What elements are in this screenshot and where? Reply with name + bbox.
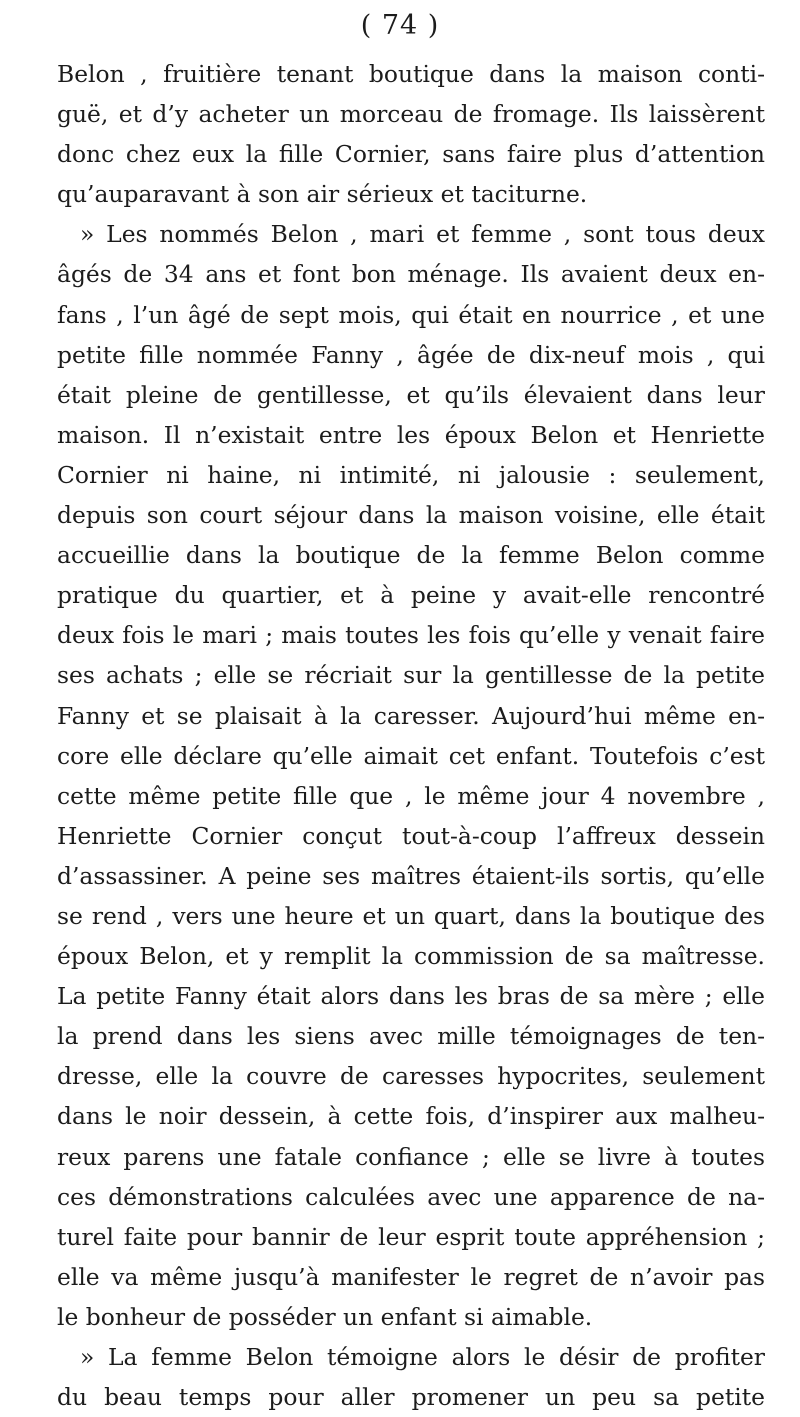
text-line: ses achats ; elle se récriait sur la gentillesse de la petite [57, 661, 765, 690]
text-line: âgés de 34 ans et font bon ménage. Ils avaient deux en- [57, 260, 765, 289]
text-line: époux Belon, et y remplit la commission de sa maîtresse. [57, 942, 765, 971]
text-line: maison. Il n’existait entre les époux Belon et Henriette [57, 420, 765, 449]
text-line: depuis son court séjour dans la maison voisine, elle était [57, 501, 765, 530]
text-line: qu’auparavant à son air sérieux et taciturne. [57, 180, 588, 209]
text-line: le bonheur de posséder un enfant si aimable. [57, 1302, 593, 1331]
text-line: deux fois le mari ; mais toutes les fois qu’elle y venait faire [57, 621, 765, 650]
text-line: Henriette Cornier conçut tout-à-coup l’affreux dessein [57, 821, 765, 850]
text-line: la prend dans les siens avec mille témoignages de ten- [57, 1022, 765, 1051]
text-line: pratique du quartier, et à peine y avait-elle rencontré [57, 581, 765, 610]
text-line: reux parens une fatale confiance ; elle se livre à toutes [57, 1142, 765, 1171]
text-line: La petite Fanny était alors dans les bras de sa mère ; elle [57, 982, 765, 1011]
text-line: accueillie dans la boutique de la femme Belon comme [57, 541, 765, 570]
text-line: turel faite pour bannir de leur esprit toute appréhension ; [57, 1222, 765, 1251]
text-line: » La femme Belon témoigne alors le désir de profiter [80, 1343, 765, 1371]
text-line: du beau temps pour aller promener un peu sa petite [57, 1383, 765, 1412]
text-line: » Les nommés Belon , mari et femme , sont tous deux [80, 220, 765, 249]
text-line: se rend , vers une heure et un quart, dans la boutique des [57, 901, 765, 930]
text-line: d’assassiner. A peine ses maîtres étaient-ils sortis, qu’elle [57, 861, 765, 890]
text-line: donc chez eux la fille Cornier, sans faire plus d’attention [57, 140, 765, 169]
text-line: Belon , fruitière tenant boutique dans la maison conti- [57, 60, 765, 88]
text-line: petite fille nommée Fanny , âgée de dix-neuf mois , qui [57, 340, 765, 369]
text-line: Cornier ni haine, ni intimité, ni jalousie : seulement, [57, 460, 765, 489]
text-line: guë, et d’y acheter un morceau de fromage. Ils laissèrent [57, 100, 765, 129]
text-line: dans le noir dessein, à cette fois, d’inspirer aux malheu- [57, 1102, 765, 1131]
body-text [57, 54, 765, 1417]
text-line: core elle déclare qu’elle aimait cet enfant. Toutefois c’est [57, 741, 765, 770]
text-line: était pleine de gentillesse, et qu’ils élevaient dans leur [57, 380, 765, 409]
text-line: cette même petite fille que , le même jour 4 novembre , [57, 781, 765, 810]
text-line: fans , l’un âgé de sept mois, qui était en nourrice , et une [57, 300, 765, 329]
text-line: ces démonstrations calculées avec une apparence de na- [57, 1182, 765, 1211]
text-line: Fanny et se plaisait à la caresser. Aujourd’hui même en- [57, 701, 765, 730]
text-line: dresse, elle la couvre de caresses hypocrites, seulement [57, 1062, 765, 1091]
text-line: elle va même jusqu’à manifester le regret de n’avoir pas [57, 1262, 765, 1291]
page-number: ( 74 ) [360, 10, 440, 41]
